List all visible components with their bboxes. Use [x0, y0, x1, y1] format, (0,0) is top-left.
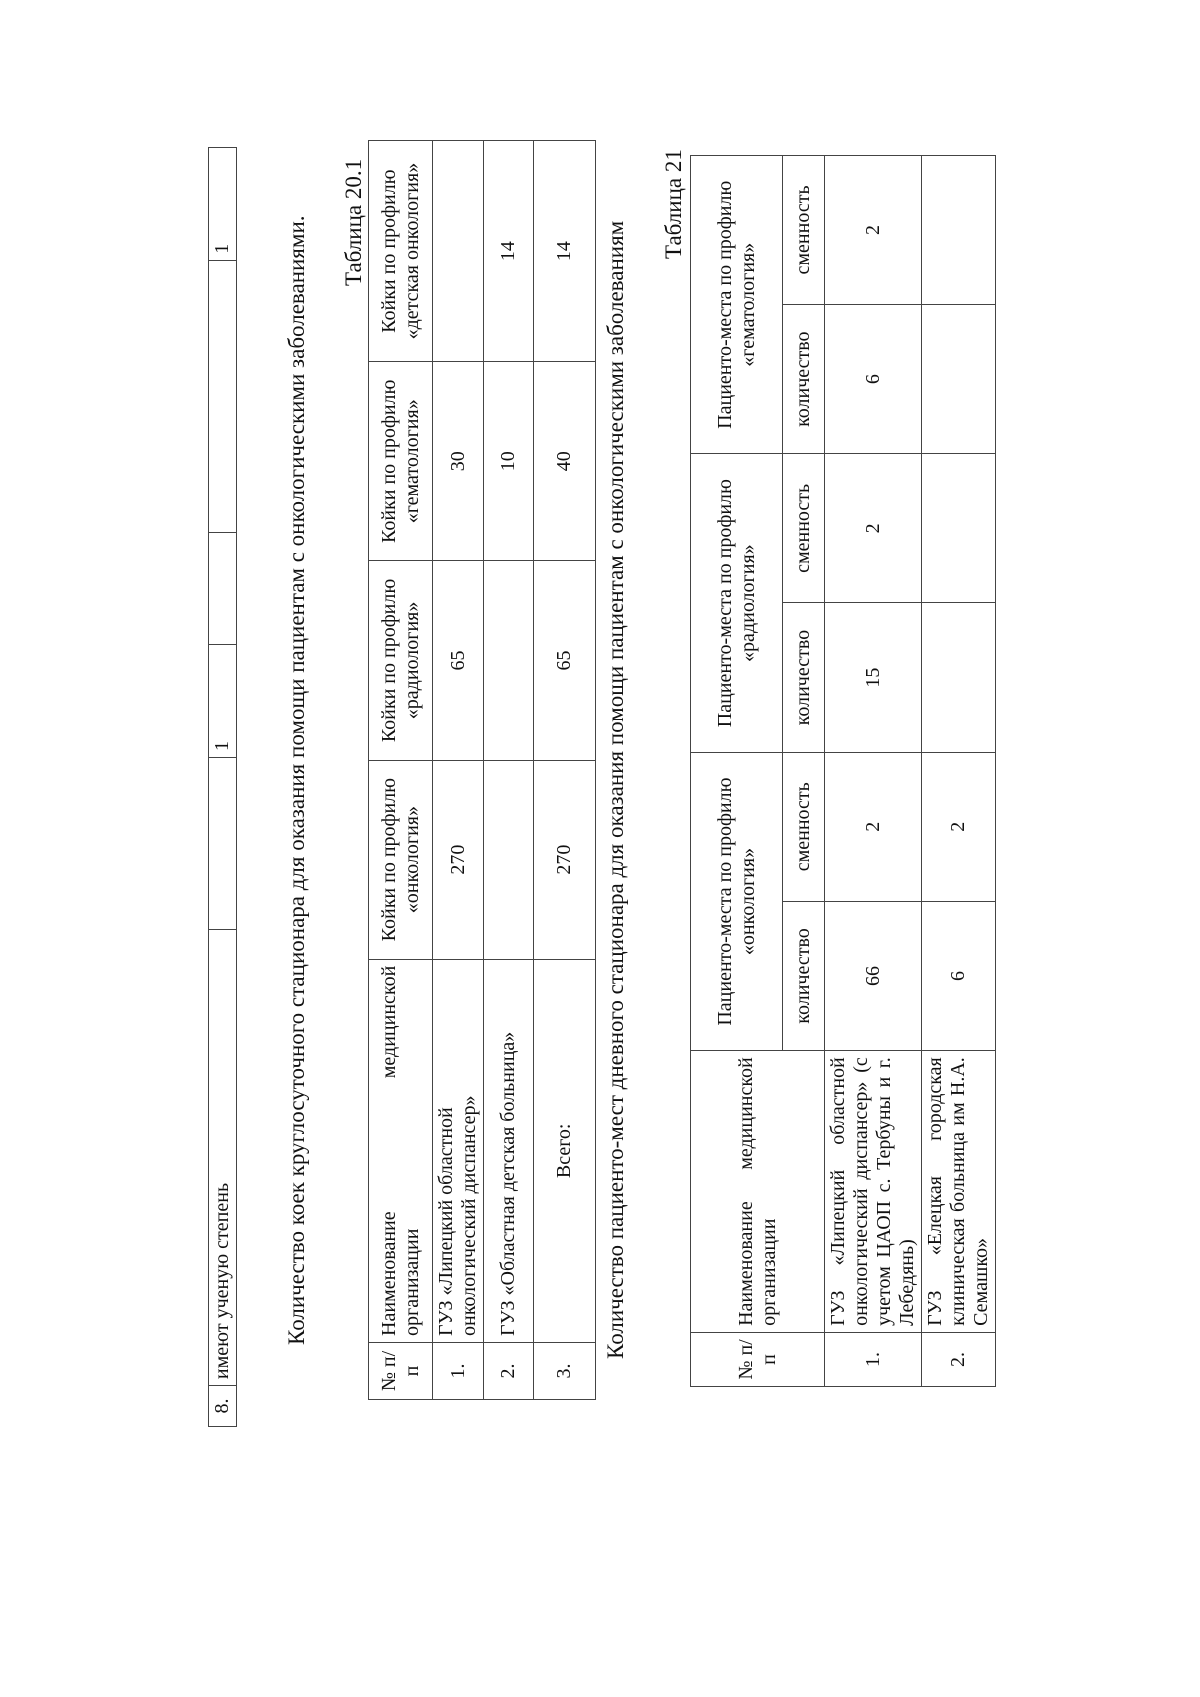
header-child-oncology: Койки по профилю «детская онкология» [369, 141, 433, 362]
beds-hematology: 40 [534, 362, 596, 561]
oncology-count: 6 [922, 901, 996, 1051]
radiology-count [922, 603, 996, 753]
header-num: № п/п [369, 1342, 433, 1399]
radiology-shift: 2 [825, 454, 922, 603]
subheader-shift: сменность [783, 752, 825, 901]
header-radiology: Пациенто-места по профилю «радиология» [691, 454, 783, 752]
beds-radiology [484, 561, 534, 760]
beds-table [368, 140, 596, 1400]
table-cell [209, 260, 237, 532]
row-label: имеют ученую степень [209, 930, 237, 1386]
org-name: ГУЗ «Липецкий областной онкологический диспансер» [433, 959, 484, 1342]
table-cell: 1 [209, 148, 237, 261]
oncology-shift: 2 [922, 752, 996, 901]
beds-radiology: 65 [433, 561, 484, 760]
radiology-count: 15 [825, 603, 922, 753]
table-header-row [369, 141, 433, 1400]
table-row [484, 141, 534, 1400]
table-20-1-label: Таблица 20.1 [341, 158, 366, 286]
radiology-shift [922, 454, 996, 603]
org-name: ГУЗ «Областная детская больница» [484, 959, 534, 1342]
beds-oncology: 270 [534, 760, 596, 959]
section2-title: Количество пациенто-мест дневного стационара для оказания помощи пациентам с онкологическими заболеваниям [603, 220, 628, 1359]
hematology-shift [922, 156, 996, 305]
beds-child-oncology: 14 [534, 141, 596, 362]
table-21-label: Таблица 21 [661, 149, 686, 259]
previous-table-fragment [208, 147, 237, 1427]
header-org-a: Наименование [734, 1201, 757, 1326]
header-org-b: медицинской [377, 965, 400, 1079]
total-label: Всего: [534, 959, 596, 1342]
beds-child-oncology: 14 [484, 141, 534, 362]
org-name: ГУЗ «Липецкий областной онкологический диспансер» (с учетом ЦАОП с. Тербуны и г. Лебедянь) [825, 1051, 922, 1333]
header-radiology: Койки по профилю «радиология» [369, 561, 433, 760]
table-row [922, 156, 996, 1387]
beds-oncology: 270 [433, 760, 484, 959]
beds-hematology: 30 [433, 362, 484, 561]
org-name: ГУЗ «Елецкая городская клиническая больница им Н.А. Семашко» [922, 1051, 996, 1333]
row-number: 2. [484, 1342, 534, 1399]
table-header-row [691, 156, 783, 1387]
row-number: 8. [209, 1386, 237, 1427]
row-number: 1. [825, 1332, 922, 1386]
header-org-a: Наименование [377, 1211, 400, 1336]
oncology-count: 66 [825, 901, 922, 1051]
table-row [433, 141, 484, 1400]
beds-hematology: 10 [484, 362, 534, 561]
header-org-c: организации [757, 1218, 780, 1326]
subheader-shift: сменность [783, 156, 825, 305]
beds-child-oncology [433, 141, 484, 362]
header-oncology: Койки по профилю «онкология» [369, 760, 433, 959]
row-number: 3. [534, 1342, 596, 1399]
header-org-b: медицинской [734, 1057, 757, 1170]
header-oncology: Пациенто-места по профилю «онкология» [691, 752, 783, 1050]
hematology-count: 6 [825, 304, 922, 454]
oncology-shift: 2 [825, 752, 922, 901]
header-hematology: Пациенто-места по профилю «гематология» [691, 156, 783, 454]
hematology-count [922, 304, 996, 454]
table-row-total [534, 141, 596, 1400]
beds-radiology: 65 [534, 561, 596, 760]
header-hematology: Койки по профилю «гематология» [369, 362, 433, 561]
beds-oncology [484, 760, 534, 959]
table-cell [209, 758, 237, 930]
header-org-c: организации [400, 1228, 423, 1336]
subheader-count: количество [783, 603, 825, 753]
hematology-shift: 2 [825, 156, 922, 305]
day-places-table [690, 155, 996, 1387]
subheader-count: количество [783, 304, 825, 454]
section1-title: Количество коек круглосуточного стационара для оказания помощи пациентам с онкологическими заболеваниями. [284, 215, 309, 1345]
row-number: 1. [433, 1342, 484, 1399]
header-org [691, 1051, 825, 1333]
table-row [825, 156, 922, 1387]
table-row [209, 148, 237, 1427]
table-cell: 1 [209, 645, 237, 758]
row-number: 2. [922, 1332, 996, 1386]
table-cell [209, 532, 237, 645]
subheader-shift: сменность [783, 454, 825, 603]
header-num: № п/п [691, 1332, 825, 1386]
header-org [369, 959, 433, 1342]
subheader-count: количество [783, 901, 825, 1051]
